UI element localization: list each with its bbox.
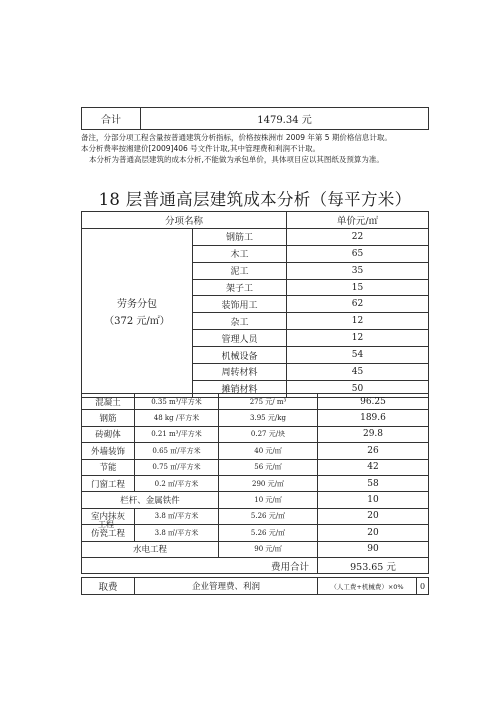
material-value: 42 xyxy=(318,459,429,475)
material-qty: 0.2 ㎡/平方米 xyxy=(135,475,219,491)
material-price: 290 元/㎡ xyxy=(219,475,318,491)
material-qty: 0.35 m³/平方米 xyxy=(135,394,219,410)
labour-item-value: 12 xyxy=(287,313,429,330)
subtotal-row xyxy=(82,557,429,573)
labour-item-name: 钢筋工 xyxy=(193,228,287,245)
labour-item-value: 65 xyxy=(287,245,429,262)
header-unit-price: 单价元/㎡ xyxy=(287,212,429,229)
labour-item-name: 周转材料 xyxy=(193,364,287,381)
railing-value: 10 xyxy=(318,492,429,508)
table-row xyxy=(82,459,429,475)
plaster-name-overflow: 工程 xyxy=(98,519,114,529)
imitation-qty: 3.8 ㎡/平方米 xyxy=(135,525,219,541)
fee-table xyxy=(81,577,429,595)
plumbing-name: 水电工程 xyxy=(82,541,219,557)
labour-item-name: 摊销材料 xyxy=(193,380,287,397)
table-row xyxy=(82,410,429,426)
note-line: 本分析为普通高层建筑的成本分析,不能做为承包单价，具体项目应以其图纸及预算为准。 xyxy=(89,155,384,164)
material-qty: 0.75 ㎡/平方米 xyxy=(135,459,219,475)
labour-item-value: 54 xyxy=(287,347,429,364)
plaster-value: 20 xyxy=(318,508,429,524)
material-name: 混凝土 xyxy=(82,394,135,410)
labour-item-value: 35 xyxy=(287,262,429,279)
material-value: 26 xyxy=(318,443,429,459)
material-value: 189.6 xyxy=(318,410,429,426)
plumbing-price: 90 元/㎡ xyxy=(219,541,318,557)
fee-desc: 企业管理费、利润 xyxy=(135,578,318,595)
material-name: 砖砌体 xyxy=(82,426,135,442)
note-line: 备注，分部分项工程含量按普通建筑分析指标，价格按株洲市 2009 年第 5 期价格信息计取。 xyxy=(81,133,392,142)
table-row xyxy=(82,228,429,245)
labour-group-cell xyxy=(82,228,193,397)
table-header-row xyxy=(82,212,429,229)
labour-item-value: 50 xyxy=(287,380,429,397)
plaster-name: 室内抹灰 xyxy=(90,512,125,523)
labour-group-label: 劳务分包 xyxy=(117,298,157,310)
labour-item-name: 木工 xyxy=(193,245,287,262)
summary-total-row xyxy=(82,108,429,130)
table-row xyxy=(82,492,429,508)
labour-item-name: 杂工 xyxy=(193,313,287,330)
labour-item-value: 12 xyxy=(287,330,429,347)
note-line: 本分析费率按湘建价[2009]406 号文件计取,其中管理费和利润不计取。 xyxy=(81,144,321,153)
imitation-name: 仿瓷工程 xyxy=(82,525,135,541)
material-value: 96.25 xyxy=(318,394,429,410)
imitation-price: 5.26 元/㎡ xyxy=(219,525,318,541)
table-row xyxy=(82,426,429,442)
table-row xyxy=(82,541,429,557)
plaster-name-cell xyxy=(82,508,135,529)
material-value: 29.8 xyxy=(318,426,429,442)
page-title: 18 层普通高层建筑成本分析（每平方米） xyxy=(98,190,412,209)
subtotal-value: 953.65 元 xyxy=(318,557,429,573)
table-row xyxy=(82,508,429,524)
subtotal-label: 费用合计 xyxy=(82,557,318,573)
labour-item-value: 22 xyxy=(287,228,429,245)
labour-item-name: 泥工 xyxy=(193,262,287,279)
summary-table xyxy=(81,107,429,130)
fee-formula: （人工费+机械费）×0% xyxy=(318,578,417,595)
material-name: 门窗工程 xyxy=(82,475,135,491)
table-row xyxy=(82,443,429,459)
table-row xyxy=(82,394,429,410)
table-row xyxy=(82,525,429,541)
labour-item-value: 15 xyxy=(287,279,429,296)
summary-total-value: 1479.34 元 xyxy=(141,108,429,130)
labour-item-value: 45 xyxy=(287,364,429,381)
labour-item-name: 管理人员 xyxy=(193,330,287,347)
table-row xyxy=(82,475,429,491)
labour-item-name: 装饰用工 xyxy=(193,296,287,313)
material-price: 275 元/ m³ xyxy=(219,394,318,410)
labour-item-value: 62 xyxy=(287,296,429,313)
material-value: 58 xyxy=(318,475,429,491)
plaster-qty: 3.8 ㎡/平方米 xyxy=(135,508,219,524)
material-price: 56 元/㎡ xyxy=(219,459,318,475)
summary-total-label: 合计 xyxy=(82,108,141,130)
fee-label: 取费 xyxy=(82,578,135,595)
material-qty: 48 kg /平方米 xyxy=(135,410,219,426)
fee-value: 0 xyxy=(417,578,429,595)
labour-item-name: 机械设备 xyxy=(193,347,287,364)
labour-item-name: 架子工 xyxy=(193,279,287,296)
plaster-price: 5.26 元/㎡ xyxy=(219,508,318,524)
material-name: 钢筋 xyxy=(82,410,135,426)
material-price: 0.27 元/块 xyxy=(219,426,318,442)
imitation-value: 20 xyxy=(318,525,429,541)
notes xyxy=(81,132,441,165)
material-name: 外墙装饰 xyxy=(82,443,135,459)
fee-row xyxy=(82,578,429,595)
cost-table-lower xyxy=(81,393,429,574)
material-price: 3.95 元/kg xyxy=(219,410,318,426)
material-price: 40 元/㎡ xyxy=(219,443,318,459)
header-item: 分项名称 xyxy=(82,212,287,229)
railing-name: 栏杆、金属铁件 xyxy=(82,492,219,508)
railing-price: 10 元/㎡ xyxy=(219,492,318,508)
plumbing-value: 90 xyxy=(318,541,429,557)
material-qty: 0.65 ㎡/平方米 xyxy=(135,443,219,459)
cost-table xyxy=(81,211,429,398)
material-name: 节能 xyxy=(82,459,135,475)
material-qty: 0.21 m³/平方米 xyxy=(135,426,219,442)
labour-group-total: （372 元/㎡） xyxy=(104,315,170,327)
